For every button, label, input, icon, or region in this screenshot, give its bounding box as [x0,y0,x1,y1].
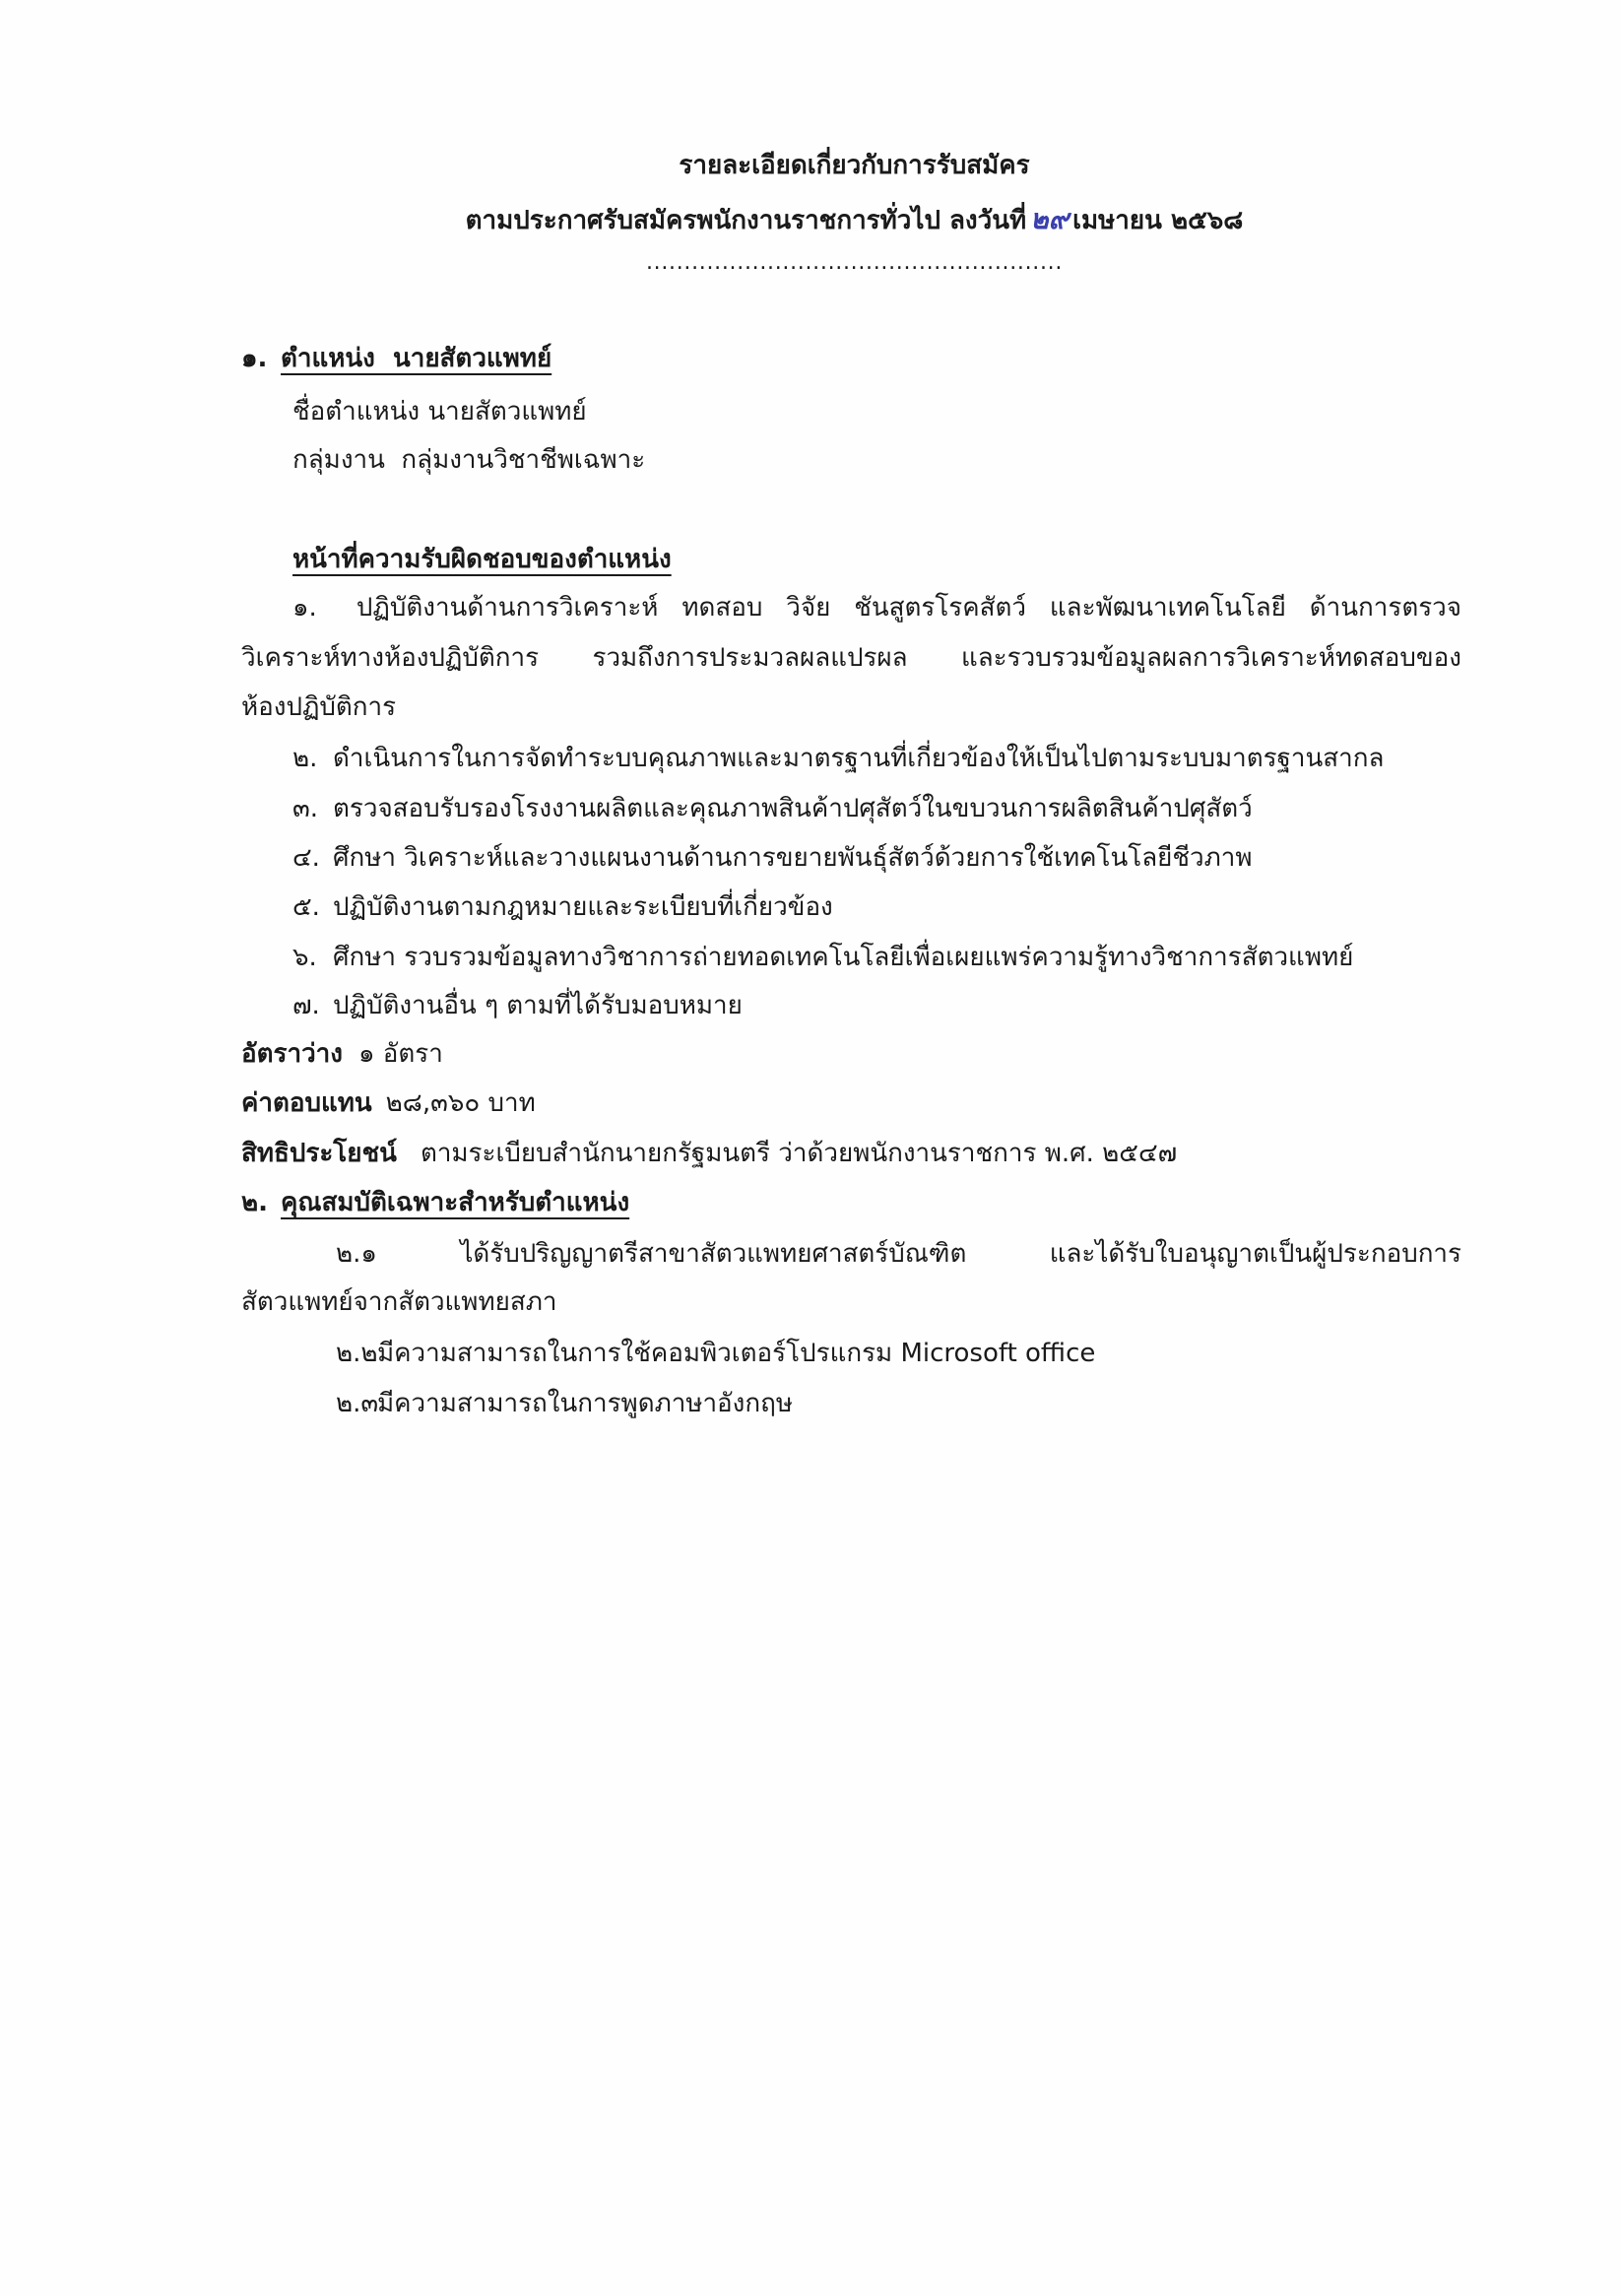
qualification-text: ได้รับปริญญาตรีสาขาสัตวแพทยศาสตร์บัณฑิต และได้รับใบอนุญาตเป็นผู้ประกอบการ [460,1239,1461,1269]
duty-item-7 [292,986,743,1025]
duty-number: ๒. [292,744,318,773]
duty-text: ศึกษา รวบรวมข้อมูลทางวิชาการถ่ายทอดเทคโนโลยีเพื่อเผยแพร่ความรู้ทางวิชาการสัตวแพทย์ [333,943,1354,972]
duty-text: ดำเนินการในการจัดทำระบบคุณภาพและมาตรฐานที่เกี่ยวข้องให้เป็นไปตามระบบมาตรฐานสากล [333,744,1385,773]
qualification-text: มีความสามารถในการใช้คอมพิวเตอร์โปรแกรม Microsoft office [377,1339,1096,1368]
qualification-item-3 [336,1384,793,1423]
duty-item-5 [292,887,833,927]
section2-number: ๒. [241,1188,269,1217]
benefits-value: ตามระเบียบสำนักนายกรัฐมนตรี ว่าด้วยพนักงานราชการ พ.ศ. ๒๕๔๗ [420,1139,1178,1168]
benefits-label: สิทธิประโยชน์ [241,1139,397,1168]
duty-item-1 [292,588,1461,627]
vacancy-row [241,1034,443,1074]
qualification-number: ๒.๑ [336,1239,377,1269]
compensation-label: ค่าตอบแทน [241,1088,372,1118]
vacancy-value: ๑ อัตรา [357,1039,443,1069]
compensation-value: ๒๘,๓๖๐ บาท [385,1088,536,1118]
position-name: ชื่อตำแหน่ง นายสัตวแพทย์ [292,397,587,426]
job-group: กลุ่มงาน กลุ่มงานวิชาชีพเฉพาะ [292,445,646,475]
duty-item-6 [292,938,1353,977]
benefits-row [241,1134,1177,1173]
duty-text: ปฏิบัติงานด้านการวิเคราะห์ ทดสอบ วิจัย ชันสูตรโรคสัตว์ และพัฒนาเทคโนโลยี ด้านการตรวจ [356,593,1462,623]
duty-number: ๓. [292,794,319,823]
section1-heading [241,339,551,378]
announcement-month-year: เมษายน ๒๕๖๘ [1072,206,1244,235]
dotted-divider: ....................................................... [645,250,1064,275]
duty-number: ๕. [292,892,320,922]
announcement-prefix: ตามประกาศรับสมัครพนักงานราชการทั่วไป ลงวันที่ [465,206,1027,235]
duty-item-2 [292,739,1384,778]
duty-number: ๗. [292,991,320,1020]
duty-text: ตรวจสอบรับรองโรงงานผลิตและคุณภาพสินค้าปศุสัตว์ในขบวนการผลิตสินค้าปศุสัตว์ [333,794,1253,823]
duty-text: ศึกษา วิเคราะห์และวางแผนงานด้านการขยายพันธุ์สัตว์ด้วยการใช้เทคโนโลยีชีวภาพ [333,843,1253,873]
qualification-item-1-continuation: สัตวแพทย์จากสัตวแพทยสภา [241,1287,557,1317]
handwritten-day: ๒๙ [1030,203,1070,235]
qualification-number: ๒.๒ [336,1339,378,1368]
duty-item-4 [292,838,1253,878]
document-title: รายละเอียดเกี่ยวกับการรับสมัคร [679,151,1030,180]
duty-number: ๑. [292,593,317,623]
qualification-item-1 [336,1234,1461,1274]
vacancy-label: อัตราว่าง [241,1039,343,1069]
section2-title: คุณสมบัติเฉพาะสำหรับตำแหน่ง [281,1188,630,1217]
duty-item-1-continuation: วิเคราะห์ทางห้องปฏิบัติการ รวมถึงการประมวลผลแปรผล และรวบรวมข้อมูลผลการวิเคราะห์ทดสอบของ [241,643,1461,673]
qualification-text: มีความสามารถในการพูดภาษาอังกฤษ [377,1389,793,1418]
compensation-row [241,1083,536,1123]
section1-title: ตำแหน่ง นายสัตวแพทย์ [281,344,552,373]
qualification-number: ๒.๓ [336,1389,379,1418]
section1-number: ๑. [241,344,268,373]
announcement-line [241,200,1467,239]
duty-number: ๔. [292,843,320,873]
duty-number: ๖. [292,943,317,972]
section2-heading [241,1183,629,1222]
duty-item-3 [292,789,1253,828]
duty-text: ปฏิบัติงานตามกฎหมายและระเบียบที่เกี่ยวข้อง [333,892,833,922]
duty-item-1-continuation: ห้องปฏิบัติการ [241,692,397,722]
duty-text: ปฏิบัติงานอื่น ๆ ตามที่ได้รับมอบหมาย [333,991,743,1020]
duties-heading: หน้าที่ความรับผิดชอบของตำแหน่ง [292,545,672,574]
qualification-item-2 [336,1334,1095,1373]
